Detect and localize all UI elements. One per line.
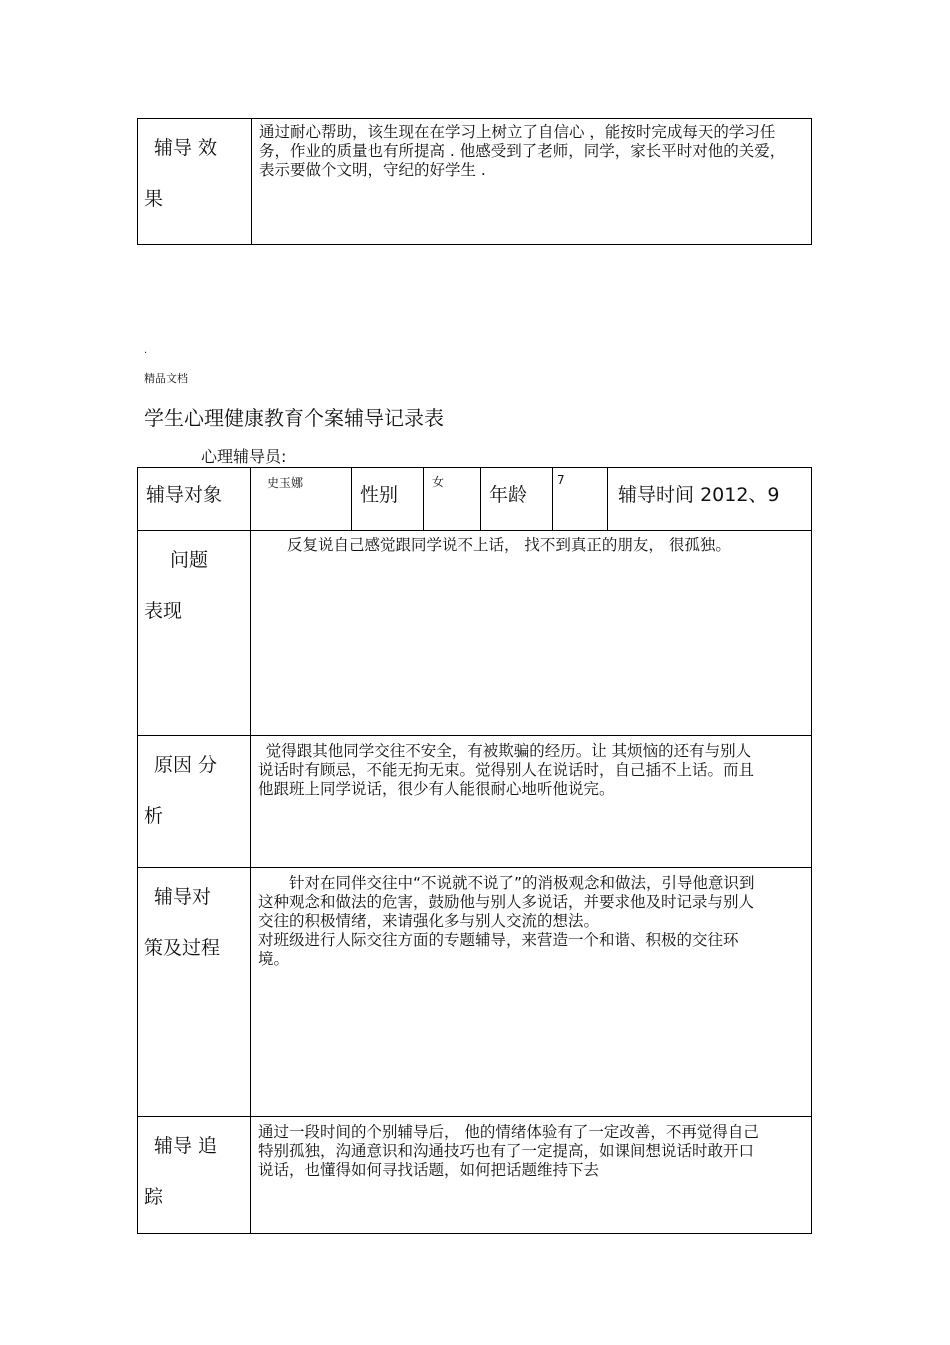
effect-label-line2: 果: [144, 188, 164, 210]
subject-value: 史玉娜: [251, 468, 352, 531]
gender-value: 女: [424, 468, 481, 531]
follow-up-label-line1: 辅导 追: [154, 1135, 218, 1157]
problem-row: [138, 531, 812, 736]
problem-label-line2: 表现: [144, 600, 183, 622]
counselor-label: 心理辅导员:: [201, 447, 287, 466]
time-cell: [608, 468, 812, 531]
subject-label: 辅导对象: [138, 468, 251, 531]
problem-label-cell: [138, 531, 251, 736]
effect-label-cell: [138, 119, 252, 245]
follow-up-text-cell: [251, 1117, 812, 1234]
problem-label-line1: 问题: [170, 549, 209, 571]
effect-text: 通过耐心帮助，该生现在在学习上树立了自信心 ，能按时完成每天的学习任务，作业的质量也有所提高 . 他感受到了老师，同学，家长平时对他的关爱，表示要做个文明，守纪的好学生 .: [259, 123, 786, 179]
cause-row: [138, 736, 812, 868]
cause-label-cell: [138, 736, 251, 868]
follow-up-label-line2: 踪: [144, 1186, 164, 1208]
cause-text: 觉得跟其他同学交往不安全，有被欺骗的经历。让 其烦恼的还有与别人说话时有顾忌，不能无拘无束。觉得别人在说话时，自己插不上话。而且他跟班上同学说话，很少有人能很耐心地听他说完。: [258, 742, 755, 798]
follow-up-label-cell: [138, 1117, 251, 1234]
strategy-text-cell: [251, 868, 812, 1117]
problem-text: 反复说自己感觉跟同学说不上话， 找不到真正的朋友， 很孤独。: [287, 536, 731, 554]
page-dot: .: [144, 345, 148, 356]
watermark-text: 精品文档: [144, 372, 188, 385]
age-label: 年龄: [481, 468, 553, 531]
age-value: 7: [553, 468, 608, 531]
record-table: [137, 467, 812, 1234]
strategy-label-line1: 辅导对: [154, 886, 212, 908]
problem-text-cell: [251, 531, 812, 736]
strategy-label-line2: 策及过程: [144, 937, 221, 959]
effect-text-cell: [252, 119, 812, 245]
strategy-label-cell: [138, 868, 251, 1117]
time-label: 辅导时间: [618, 484, 695, 506]
follow-up-text: 通过一段时间的个别辅导后， 他的情绪体验有了一定改善，不再觉得自己特别孤独，沟通意识和沟通技巧也有了一定提高，如课间想说话时敢开口说话，也懂得如何寻找话题，如何把话题维持下去: [258, 1123, 759, 1179]
cause-text-cell: [251, 736, 812, 868]
form-title: 学生心理健康教育个案辅导记录表: [144, 406, 444, 430]
header-row: [138, 468, 812, 531]
gender-label: 性别: [352, 468, 424, 531]
cause-label-line2: 析: [144, 805, 164, 827]
strategy-row: [138, 868, 812, 1117]
effect-label-line1: 辅导 效: [154, 137, 218, 159]
strategy-text-2: 对班级进行人际交往方面的专题辅导，来营造一个和谐、积极的交往环境。: [258, 931, 739, 968]
time-value: 2012、9: [700, 484, 780, 506]
previous-effect-table: [137, 118, 812, 245]
cause-label-line1: 原因 分: [154, 754, 218, 776]
follow-up-row: [138, 1117, 812, 1234]
strategy-text-1: 针对在同伴交往中“不说就不说了”的消极观念和做法，引导他意识到这种观念和做法的危害，鼓励他与别人多说话，并要求他及时记录与别人交往的积极情绪，来请强化多与别人交流的想法。: [258, 874, 755, 930]
